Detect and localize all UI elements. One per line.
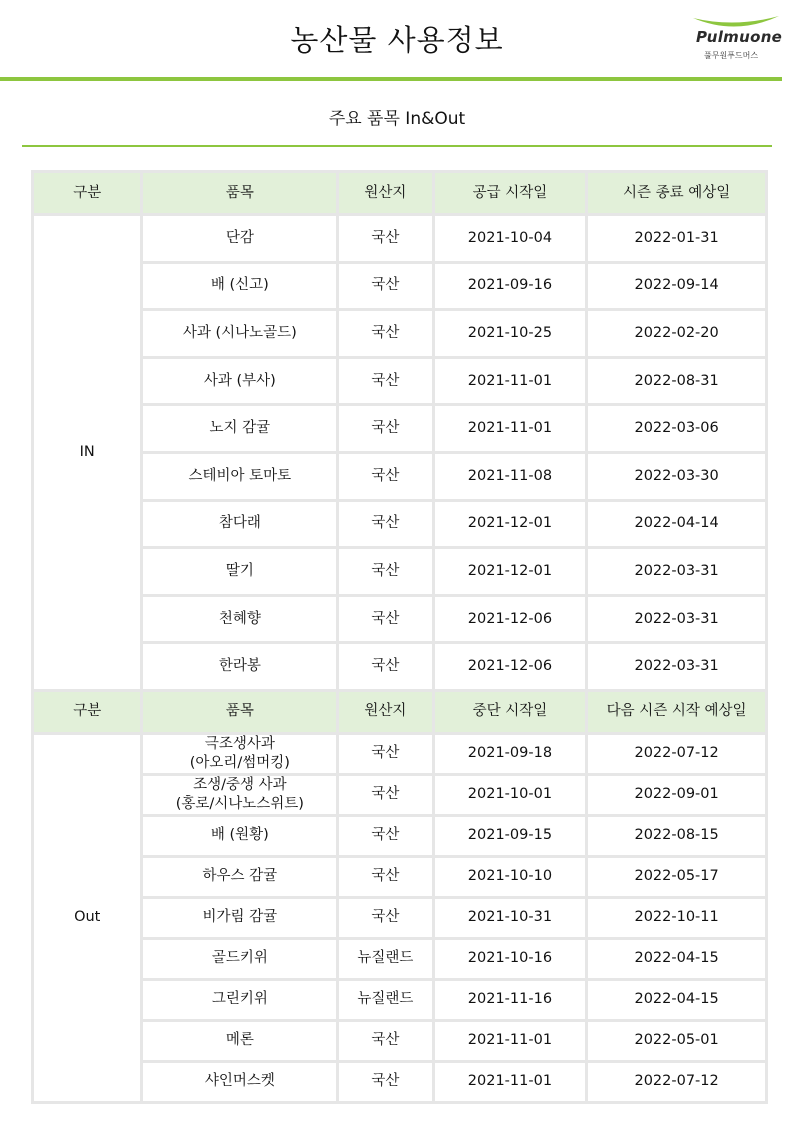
table-row	[34, 644, 765, 689]
stop-date-cell: 2021-09-15	[435, 817, 586, 855]
start-date-cell: 2021-12-01	[435, 502, 586, 547]
stop-date-cell: 2021-10-31	[435, 899, 586, 937]
table-row	[34, 454, 765, 499]
header-cell-end: 다음 시즌 시작 예상일	[588, 692, 765, 732]
table-row	[34, 735, 765, 773]
item-cell: 사과 (시나노골드)	[143, 311, 336, 356]
origin-cell: 국산	[339, 817, 431, 855]
end-date-cell: 2022-02-20	[588, 311, 765, 356]
item-cell: 메론	[143, 1022, 336, 1060]
origin-cell: 국산	[339, 735, 431, 773]
end-date-cell: 2022-03-31	[588, 644, 765, 689]
header-cell-category: 구분	[34, 173, 140, 213]
end-date-cell: 2022-03-31	[588, 549, 765, 594]
next-season-date-cell: 2022-04-15	[588, 940, 765, 978]
start-date-cell: 2021-11-08	[435, 454, 586, 499]
table-row	[34, 776, 765, 814]
logo-subtitle: 풀무원푸드머스	[704, 51, 759, 60]
origin-cell: 뉴질랜드	[339, 981, 431, 1019]
next-season-date-cell: 2022-07-12	[588, 1063, 765, 1101]
page-title: 농산물 사용정보	[290, 23, 504, 57]
pulmuone-logo	[690, 14, 782, 66]
table-row	[34, 981, 765, 1019]
next-season-date-cell: 2022-04-15	[588, 981, 765, 1019]
header-cell-category: 구분	[34, 692, 140, 732]
group-label-out: Out	[34, 735, 140, 1101]
item-cell	[143, 735, 336, 773]
next-season-date-cell: 2022-05-01	[588, 1022, 765, 1060]
end-date-cell: 2022-09-14	[588, 264, 765, 309]
table-row	[34, 817, 765, 855]
next-season-date-cell: 2022-10-11	[588, 899, 765, 937]
table-row	[34, 597, 765, 642]
origin-cell: 국산	[339, 644, 431, 689]
header-cell-start: 공급 시작일	[435, 173, 586, 213]
origin-cell: 국산	[339, 502, 431, 547]
start-date-cell: 2021-11-01	[435, 359, 586, 404]
header-cell-item: 품목	[143, 173, 336, 213]
start-date-cell: 2021-11-01	[435, 406, 586, 451]
end-date-cell: 2022-08-31	[588, 359, 765, 404]
item-cell: 골드키위	[143, 940, 336, 978]
section-divider	[22, 145, 772, 147]
origin-cell: 국산	[339, 549, 431, 594]
table-row	[34, 311, 765, 356]
stop-date-cell: 2021-10-16	[435, 940, 586, 978]
end-date-cell: 2022-03-06	[588, 406, 765, 451]
origin-cell: 국산	[339, 597, 431, 642]
item-cell: 배 (원황)	[143, 817, 336, 855]
origin-cell: 국산	[339, 858, 431, 896]
item-cell: 배 (신고)	[143, 264, 336, 309]
item-cell: 스테비아 토마토	[143, 454, 336, 499]
header-cell-origin: 원산지	[339, 692, 431, 732]
group-label-in: IN	[34, 216, 140, 689]
header-cell-origin: 원산지	[339, 173, 431, 213]
end-date-cell: 2022-03-30	[588, 454, 765, 499]
out-header-row	[34, 692, 765, 732]
origin-cell: 뉴질랜드	[339, 940, 431, 978]
table-row	[34, 940, 765, 978]
header-cell-start: 중단 시작일	[435, 692, 586, 732]
item-cell: 한라봉	[143, 644, 336, 689]
stop-date-cell: 2021-11-16	[435, 981, 586, 1019]
item-name-line: 조생/중생 사과	[193, 776, 287, 793]
item-cell: 비가림 감귤	[143, 899, 336, 937]
origin-cell: 국산	[339, 359, 431, 404]
table-row	[34, 899, 765, 937]
start-date-cell: 2021-09-16	[435, 264, 586, 309]
item-name-line: 극조생사과	[204, 735, 275, 752]
table-row	[34, 549, 765, 594]
next-season-date-cell: 2022-08-15	[588, 817, 765, 855]
start-date-cell: 2021-10-25	[435, 311, 586, 356]
item-variety-line: (아오리/썸머킹)	[189, 754, 290, 771]
origin-cell: 국산	[339, 1022, 431, 1060]
item-cell: 그린키위	[143, 981, 336, 1019]
end-date-cell: 2022-03-31	[588, 597, 765, 642]
header-cell-end: 시즌 종료 예상일	[588, 173, 765, 213]
next-season-date-cell: 2022-09-01	[588, 776, 765, 814]
item-cell: 하우스 감귤	[143, 858, 336, 896]
section-title: 주요 품목 In&Out	[328, 109, 466, 129]
header-divider	[0, 77, 782, 81]
end-date-cell: 2022-04-14	[588, 502, 765, 547]
item-cell: 참다래	[143, 502, 336, 547]
origin-cell: 국산	[339, 406, 431, 451]
table-row	[34, 216, 765, 261]
origin-cell: 국산	[339, 216, 431, 261]
item-variety-line: (홍로/시나노스위트)	[175, 795, 304, 812]
table-row	[34, 502, 765, 547]
item-cell	[143, 776, 336, 814]
in-header-row	[34, 173, 765, 213]
logo-wordmark: Pulmuone	[696, 28, 783, 46]
end-date-cell: 2022-01-31	[588, 216, 765, 261]
origin-cell: 국산	[339, 899, 431, 937]
next-season-date-cell: 2022-05-17	[588, 858, 765, 896]
item-cell: 천혜향	[143, 597, 336, 642]
next-season-date-cell: 2022-07-12	[588, 735, 765, 773]
item-cell: 노지 감귤	[143, 406, 336, 451]
produce-table	[31, 170, 768, 1104]
table-row	[34, 406, 765, 451]
table-row	[34, 858, 765, 896]
item-cell: 샤인머스켓	[143, 1063, 336, 1101]
origin-cell: 국산	[339, 311, 431, 356]
stop-date-cell: 2021-09-18	[435, 735, 586, 773]
table-row	[34, 264, 765, 309]
table-row	[34, 359, 765, 404]
origin-cell: 국산	[339, 454, 431, 499]
origin-cell: 국산	[339, 264, 431, 309]
stop-date-cell: 2021-11-01	[435, 1063, 586, 1101]
start-date-cell: 2021-12-01	[435, 549, 586, 594]
table-row	[34, 1022, 765, 1060]
item-cell: 단감	[143, 216, 336, 261]
header-cell-item: 품목	[143, 692, 336, 732]
start-date-cell: 2021-12-06	[435, 644, 586, 689]
origin-cell: 국산	[339, 776, 431, 814]
table-row	[34, 1063, 765, 1101]
stop-date-cell: 2021-11-01	[435, 1022, 586, 1060]
item-cell: 딸기	[143, 549, 336, 594]
origin-cell: 국산	[339, 1063, 431, 1101]
stop-date-cell: 2021-10-10	[435, 858, 586, 896]
item-cell: 사과 (부사)	[143, 359, 336, 404]
start-date-cell: 2021-12-06	[435, 597, 586, 642]
stop-date-cell: 2021-10-01	[435, 776, 586, 814]
start-date-cell: 2021-10-04	[435, 216, 586, 261]
